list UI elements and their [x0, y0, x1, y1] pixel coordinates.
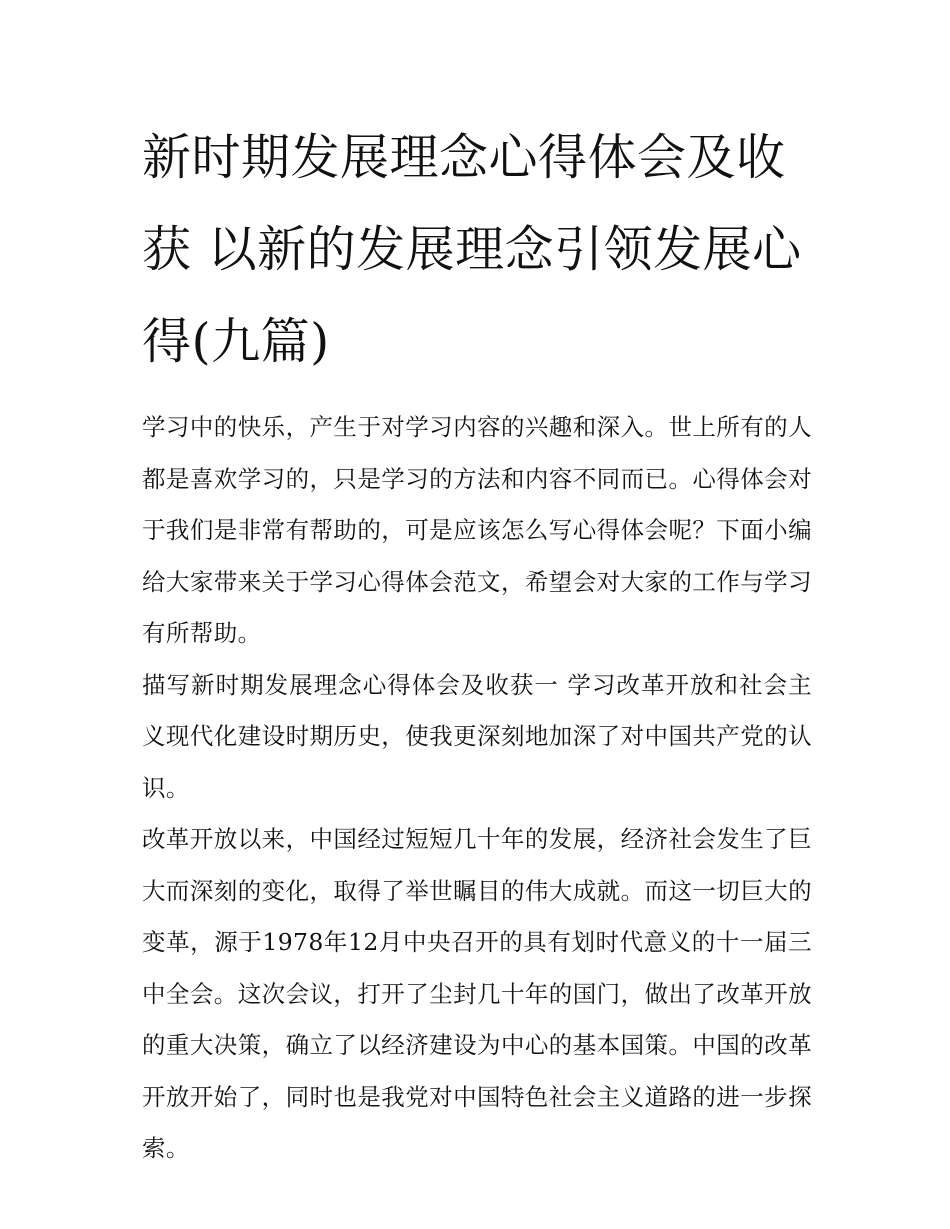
- reform-paragraph: 改革开放以来，中国经过短短几十年的发展，经济社会发生了巨大而深刻的变化，取得了举世瞩目的伟大成就。而这一切巨大的变革，源于1978年12月中央召开的具有划时代意义的十一届三中全会。这次会议，打开了尘封几十年的国门，做出了改革开放的重大决策，确立了以经济建设为中心的基本国策。中国的改革开放开始了，同时也是我党对中国特色社会主义道路的进一步探索。: [142, 825, 812, 1162]
- section-one-paragraph: 描写新时期发展理念心得体会及收获一 学习改革开放和社会主义现代化建设时期历史，使我更深刻地加深了对中国共产党的认识。: [142, 670, 812, 802]
- intro-paragraph: 学习中的快乐，产生于对学习内容的兴趣和深入。世上所有的人都是喜欢学习的，只是学习的方法和内容不同而已。心得体会对于我们是非常有帮助的，可是应该怎么写心得体会呢？下面小编给大家带来关于学习心得体会范文，希望会对大家的工作与学习有所帮助。: [142, 413, 812, 647]
- document-title: 新时期发展理念心得体会及收获 以新的发展理念引领发展心得(九篇): [142, 129, 802, 370]
- document-page: [142, 112, 812, 1175]
